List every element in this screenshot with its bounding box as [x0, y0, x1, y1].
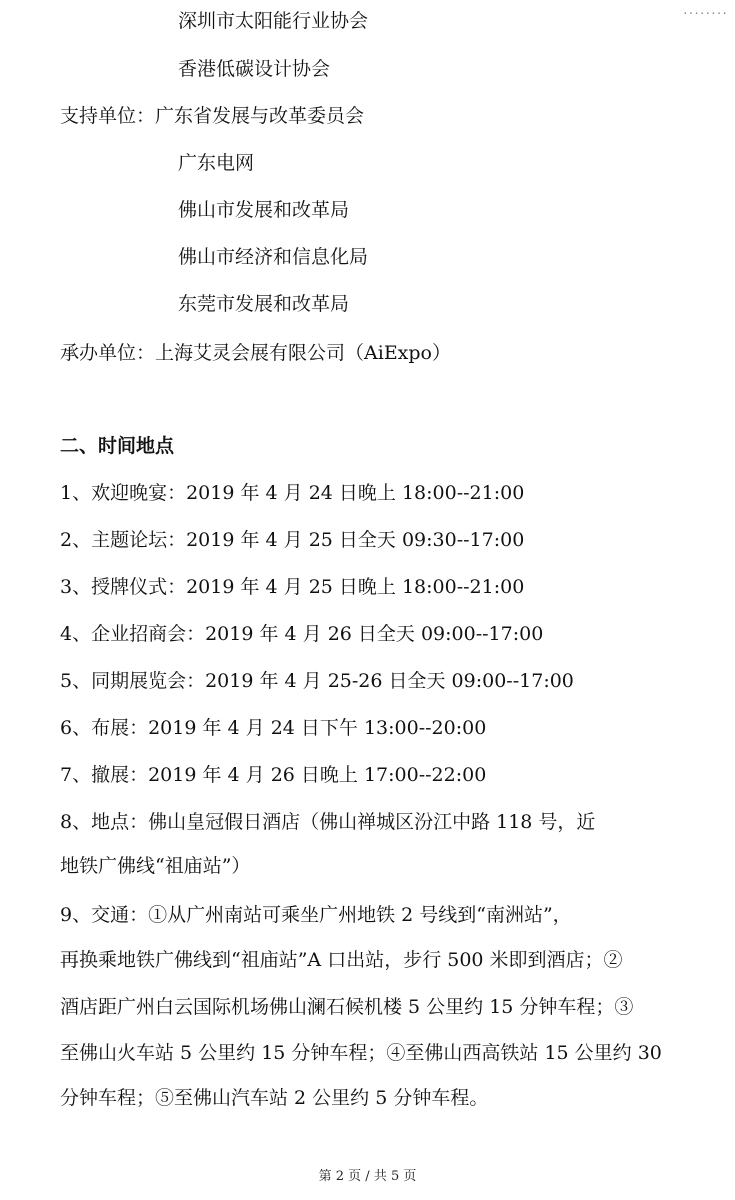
- corner-mark: ........: [682, 4, 727, 17]
- host-line: [60, 340, 451, 366]
- transport-line: 分钟车程；⑤至佛山汽车站 2 公里约 5 分钟车程。: [60, 1087, 489, 1109]
- organizer-line: 香港低碳设计协会: [178, 58, 331, 80]
- support-first: 广东省发展与改革委员会: [155, 105, 365, 127]
- schedule-item: 6、布展：2019 年 4 月 24 日下午 13:00--20:00: [60, 717, 487, 739]
- support-item: 佛山市发展和改革局: [178, 199, 350, 221]
- organizer-line: 深圳市太阳能行业协会: [178, 10, 369, 32]
- host-label: 承办单位：: [60, 342, 156, 364]
- host-value: 上海艾灵会展有限公司（AiExpo）: [155, 342, 452, 364]
- transport-line: 再换乘地铁广佛线到“祖庙站”A 口出站，步行 500 米即到酒店；②: [60, 949, 623, 971]
- support-item: 东莞市发展和改革局: [178, 293, 350, 315]
- location-line: 地铁广佛线“祖庙站”）: [60, 855, 251, 877]
- transport-line: 至佛山火车站 5 公里约 15 分钟车程；④至佛山西高铁站 15 公里约 30: [60, 1042, 662, 1064]
- support-label: 支持单位：: [60, 105, 156, 127]
- schedule-item: 1、欢迎晚宴：2019 年 4 月 24 日晚上 18:00--21:00: [60, 482, 525, 504]
- schedule-item: 5、同期展览会：2019 年 4 月 25-26 日全天 09:00--17:00: [60, 670, 574, 692]
- section-title: 二、时间地点: [60, 435, 175, 457]
- schedule-item: 2、主题论坛：2019 年 4 月 25 日全天 09:30--17:00: [60, 529, 525, 551]
- schedule-item: 3、授牌仪式：2019 年 4 月 25 日晚上 18:00--21:00: [60, 576, 525, 598]
- page-footer: 第 2 页 / 共 5 页: [318, 1169, 417, 1184]
- transport-line: 酒店距广州白云国际机场佛山澜石候机楼 5 公里约 15 分钟车程；③: [60, 996, 634, 1018]
- schedule-item: 4、企业招商会：2019 年 4 月 26 日全天 09:00--17:00: [60, 623, 544, 645]
- support-item: 广东电网: [178, 152, 255, 174]
- location-line: 8、地点：佛山皇冠假日酒店（佛山禅城区汾江中路 118 号，近: [60, 811, 596, 833]
- support-item: 佛山市经济和信息化局: [178, 246, 369, 268]
- transport-line: 9、交通：①从广州南站可乘坐广州地铁 2 号线到“南洲站”，: [60, 904, 572, 926]
- support-line: [60, 103, 364, 129]
- schedule-item: 7、撤展：2019 年 4 月 26 日晚上 17:00--22:00: [60, 764, 487, 786]
